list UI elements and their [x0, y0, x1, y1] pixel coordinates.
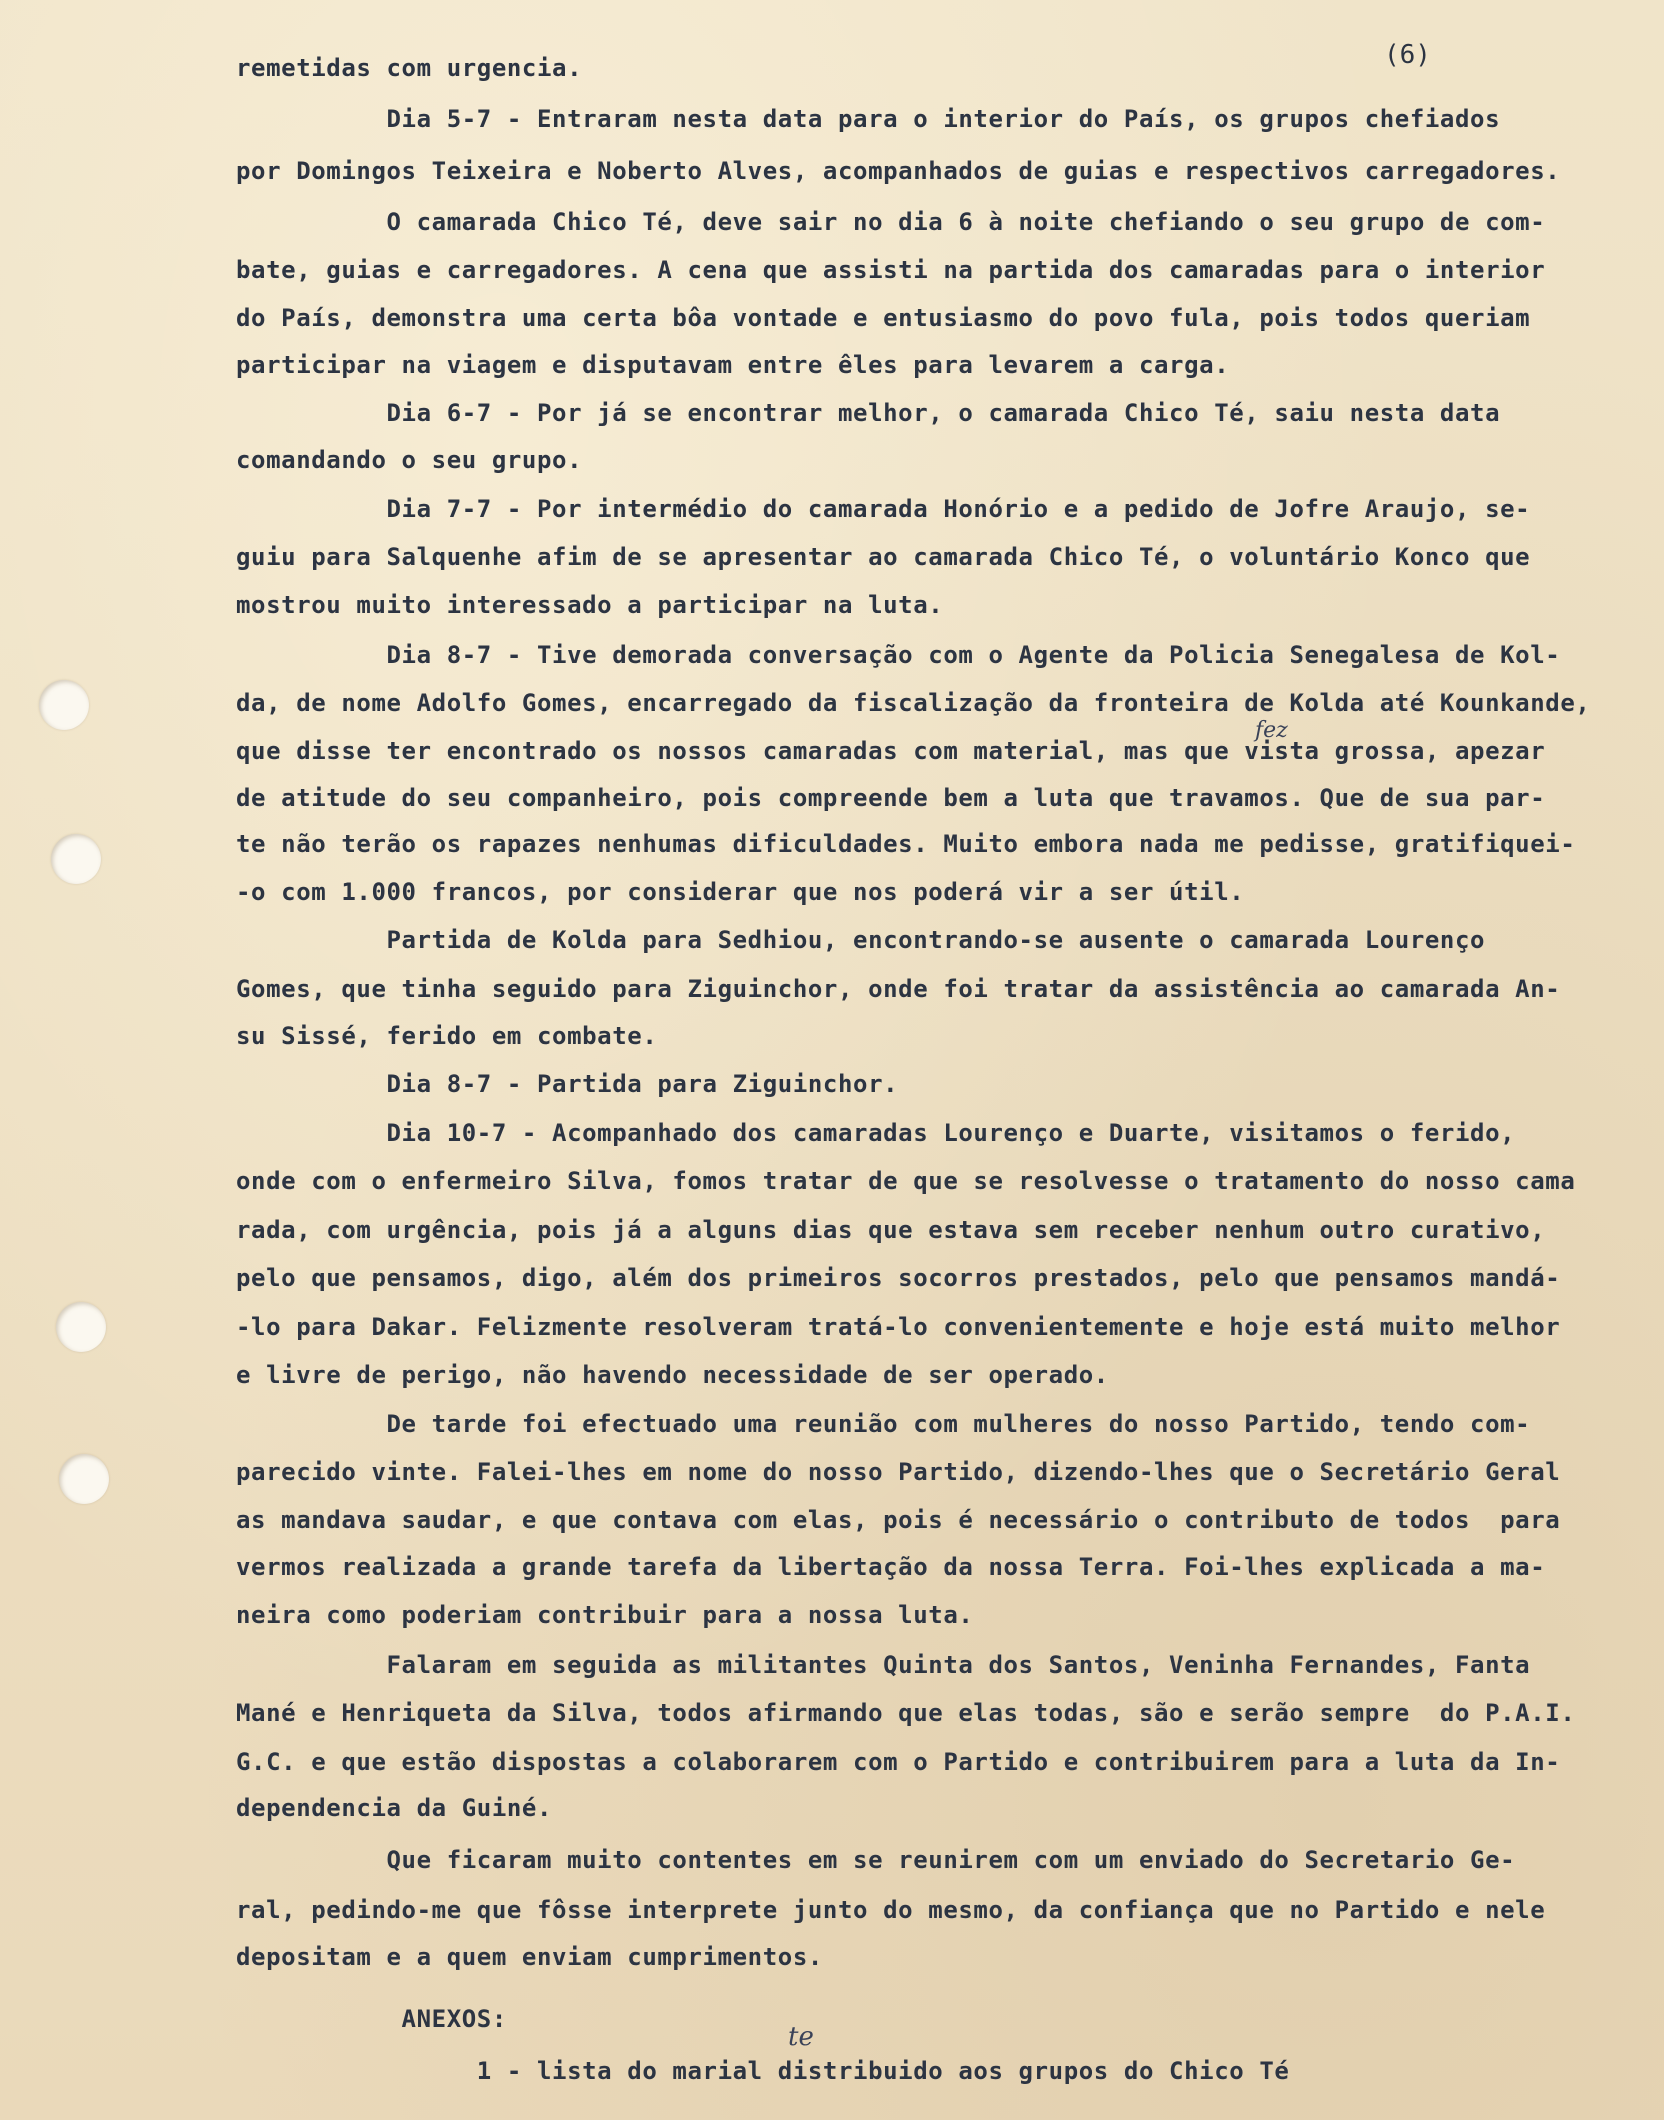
text-line: remetidas com urgencia. — [236, 54, 583, 82]
text-line: por Domingos Teixeira e Noberto Alves, acompanhados de guias e respectivos carregadores. — [236, 157, 1561, 185]
text-line: da, de nome Adolfo Gomes, encarregado da fiscalização da fronteira de Kolda até Kounkande, — [236, 689, 1591, 717]
text-line: Falaram em seguida as militantes Quinta dos Santos, Veninha Fernandes, Fanta — [236, 1651, 1531, 1679]
text-line: parecido vinte. Falei-lhes em nome do nosso Partido, dizendo-lhes que o Secretário Geral — [236, 1458, 1561, 1486]
text-line: Dia 10-7 - Acompanhado dos camaradas Lourenço e Duarte, visitamos o ferido, — [236, 1119, 1516, 1147]
text-line: Dia 8-7 - Tive demorada conversação com o Agente da Policia Senegalesa de Kol- — [236, 641, 1561, 669]
text-line: participar na viagem e disputavam entre êles para levarem a carga. — [236, 351, 1230, 379]
handwritten-insertion: te — [788, 2022, 814, 2052]
text-line: su Sissé, ferido em combate. — [236, 1022, 658, 1050]
text-line: mostrou muito interessado a participar na luta. — [236, 591, 944, 619]
text-line: Partida de Kolda para Sedhiou, encontrando-se ausente o camarada Lourenço — [236, 926, 1486, 954]
text-line: vermos realizada a grande tarefa da libertação da nossa Terra. Foi-lhes explicada a ma- — [236, 1553, 1546, 1581]
text-line: Que ficaram muito contentes em se reunirem com um enviado do Secretario Ge- — [236, 1846, 1516, 1874]
text-line: e livre de perigo, não havendo necessidade de ser operado. — [236, 1361, 1109, 1389]
text-line: -o com 1.000 francos, por considerar que nos poderá vir a ser útil. — [236, 878, 1245, 906]
text-line: de atitude do seu companheiro, pois compreende bem a luta que travamos. Que de sua par- — [236, 784, 1546, 812]
text-line: G.C. e que estão dispostas a colaborarem com o Partido e contribuirem para a luta da In- — [236, 1748, 1561, 1776]
text-line: 1 - lista do marial distribuido aos grupos do Chico Té — [236, 2057, 1290, 2085]
text-line: que disse ter encontrado os nossos camaradas com material, mas que vista grossa, apezar — [236, 737, 1546, 765]
text-line: -lo para Dakar. Felizmente resolveram tratá-lo convenientemente e hoje está muito melhor — [236, 1313, 1561, 1341]
text-line: ANEXOS: — [236, 2005, 507, 2033]
text-line: dependencia da Guiné. — [236, 1794, 553, 1822]
text-line: O camarada Chico Té, deve sair no dia 6 à noite chefiando o seu grupo de com- — [236, 208, 1546, 236]
text-line: Dia 5-7 - Entraram nesta data para o interior do País, os grupos chefiados — [236, 105, 1501, 133]
text-line: te não terão os rapazes nenhumas dificuldades. Muito embora nada me pedisse, gratifiquei- — [236, 830, 1576, 858]
text-line: neira como poderiam contribuir para a nossa luta. — [236, 1601, 974, 1629]
handwritten-insertion: fez — [1255, 718, 1288, 743]
text-line: ral, pedindo-me que fôsse interprete junto do mesmo, da confiança que no Partido e nele — [236, 1896, 1546, 1924]
page-number: (6) — [1384, 40, 1431, 70]
text-line: rada, com urgência, pois já a alguns dias que estava sem receber nenhum outro curativo, — [236, 1216, 1546, 1244]
text-line: as mandava saudar, e que contava com elas, pois é necessário o contributo de todos para — [236, 1506, 1561, 1534]
text-line: do País, demonstra uma certa bôa vontade e entusiasmo do povo fula, pois todos queriam — [236, 304, 1531, 332]
text-line: Gomes, que tinha seguido para Ziguinchor, onde foi tratar da assistência ao camarada An- — [236, 975, 1561, 1003]
text-line: guiu para Salquenhe afim de se apresentar ao camarada Chico Té, o voluntário Konco que — [236, 543, 1531, 571]
text-line: depositam e a quem enviam cumprimentos. — [236, 1943, 823, 1971]
text-line: Dia 6-7 - Por já se encontrar melhor, o camarada Chico Té, saiu nesta data — [236, 399, 1501, 427]
text-line: comandando o seu grupo. — [236, 446, 583, 474]
text-line: onde com o enfermeiro Silva, fomos tratar de que se resolvesse o tratamento do nosso cama — [236, 1167, 1576, 1195]
text-line: bate, guias e carregadores. A cena que assisti na partida dos camaradas para o interior — [236, 256, 1546, 284]
text-line: pelo que pensamos, digo, além dos primeiros socorros prestados, pelo que pensamos mandá- — [236, 1264, 1561, 1292]
text-line: De tarde foi efectuado uma reunião com mulheres do nosso Partido, tendo com- — [236, 1410, 1531, 1438]
text-line: Dia 8-7 - Partida para Ziguinchor. — [236, 1070, 899, 1098]
text-line: Mané e Henriqueta da Silva, todos afirmando que elas todas, são e serão sempre do P.A.I. — [236, 1699, 1576, 1727]
text-line: Dia 7-7 - Por intermédio do camarada Honório e a pedido de Jofre Araujo, se- — [236, 495, 1531, 523]
